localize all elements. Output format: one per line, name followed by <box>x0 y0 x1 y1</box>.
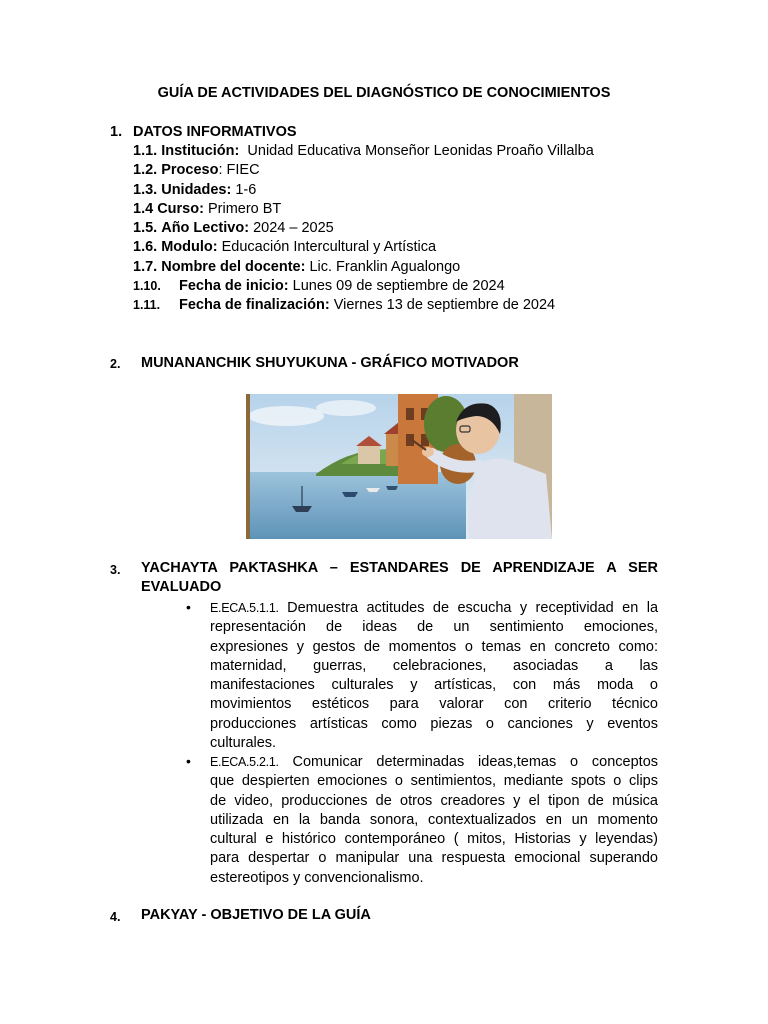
section-3-heading-line-1: YACHAYTA PAKTASHKA – ESTANDARES DE APRENDIZAJE A SER <box>141 560 658 576</box>
info-item-ano-lectivo: 1.5. Año Lectivo: 2024 – 2025 <box>133 220 334 236</box>
bullet-icon: • <box>186 753 191 769</box>
info-item-curso: 1.4 Curso: Primero BT <box>133 201 282 217</box>
section-4-number: 4. <box>110 910 121 924</box>
section-4-heading: PAKYAY - OBJETIVO DE LA GUÍA <box>141 907 371 923</box>
info-item-institucion: 1.1. Institución: Unidad Educativa Monseñor Leonidas Proaño Villalba <box>133 143 594 159</box>
info-item-docente: 1.7. Nombre del docente: Lic. Franklin Agualongo <box>133 259 461 275</box>
bullet-icon: • <box>186 599 191 615</box>
standard-eca-5-2-1: E.ECA.5.2.1. Comunicar determinadas ideas,temas o conceptos que despierten emociones o sentimientos, mediante spots o clips de video, producciones de otros creadores y el tipon de música utilizada en la banda sonora, contextualizados en un momento cultural e histórico contemporáneo ( mitos, Historias y leyendas) para despertar o manipular una respuesta emocional superando estereotipos y convencionalismo. <box>210 754 659 886</box>
info-item-modulo: 1.6. Modulo: Educación Intercultural y Artística <box>133 239 437 255</box>
standard-eca-5-1-1: E.ECA.5.1.1. Demuestra actitudes de escucha y receptividad en la representación de ideas de un sentimiento emociones, expresiones y gestos de momentos o temas en concreto como: maternidad, guerras, celebraciones, asociadas a las manifestaciones culturales y artísticas, con más moda o movimientos estéticos para valorar con criterio técnico producciones artísticas como piezas o canciones y eventos culturales. <box>210 600 659 752</box>
info-item-unidades: 1.3. Unidades: 1-6 <box>133 182 257 198</box>
info-item-fecha-finalizacion: 1.11. Fecha de finalización: Viernes 13 de septiembre de 2024 <box>133 297 556 313</box>
section-2-heading: MUNANANCHIK SHUYUKUNA - GRÁFICO MOTIVADOR <box>141 355 519 371</box>
section-1-number: 1. <box>110 124 123 140</box>
standard-code: E.ECA.5.1.1. <box>210 601 279 615</box>
info-item-fecha-inicio: 1.10. Fecha de inicio: Lunes 09 de septiembre de 2024 <box>133 278 505 294</box>
standard-code: E.ECA.5.2.1. <box>210 755 279 769</box>
section-1-heading: DATOS INFORMATIVOS <box>133 124 297 140</box>
section-2-number: 2. <box>110 357 121 371</box>
info-item-proceso: 1.2. Proceso: FIEC <box>133 162 260 178</box>
section-3-number: 3. <box>110 563 121 577</box>
motivational-painting-image <box>246 394 552 539</box>
document-title: GUÍA DE ACTIVIDADES DEL DIAGNÓSTICO DE CONOCIMIENTOS <box>157 85 611 101</box>
section-3-heading-line-2: EVALUADO <box>141 579 222 595</box>
